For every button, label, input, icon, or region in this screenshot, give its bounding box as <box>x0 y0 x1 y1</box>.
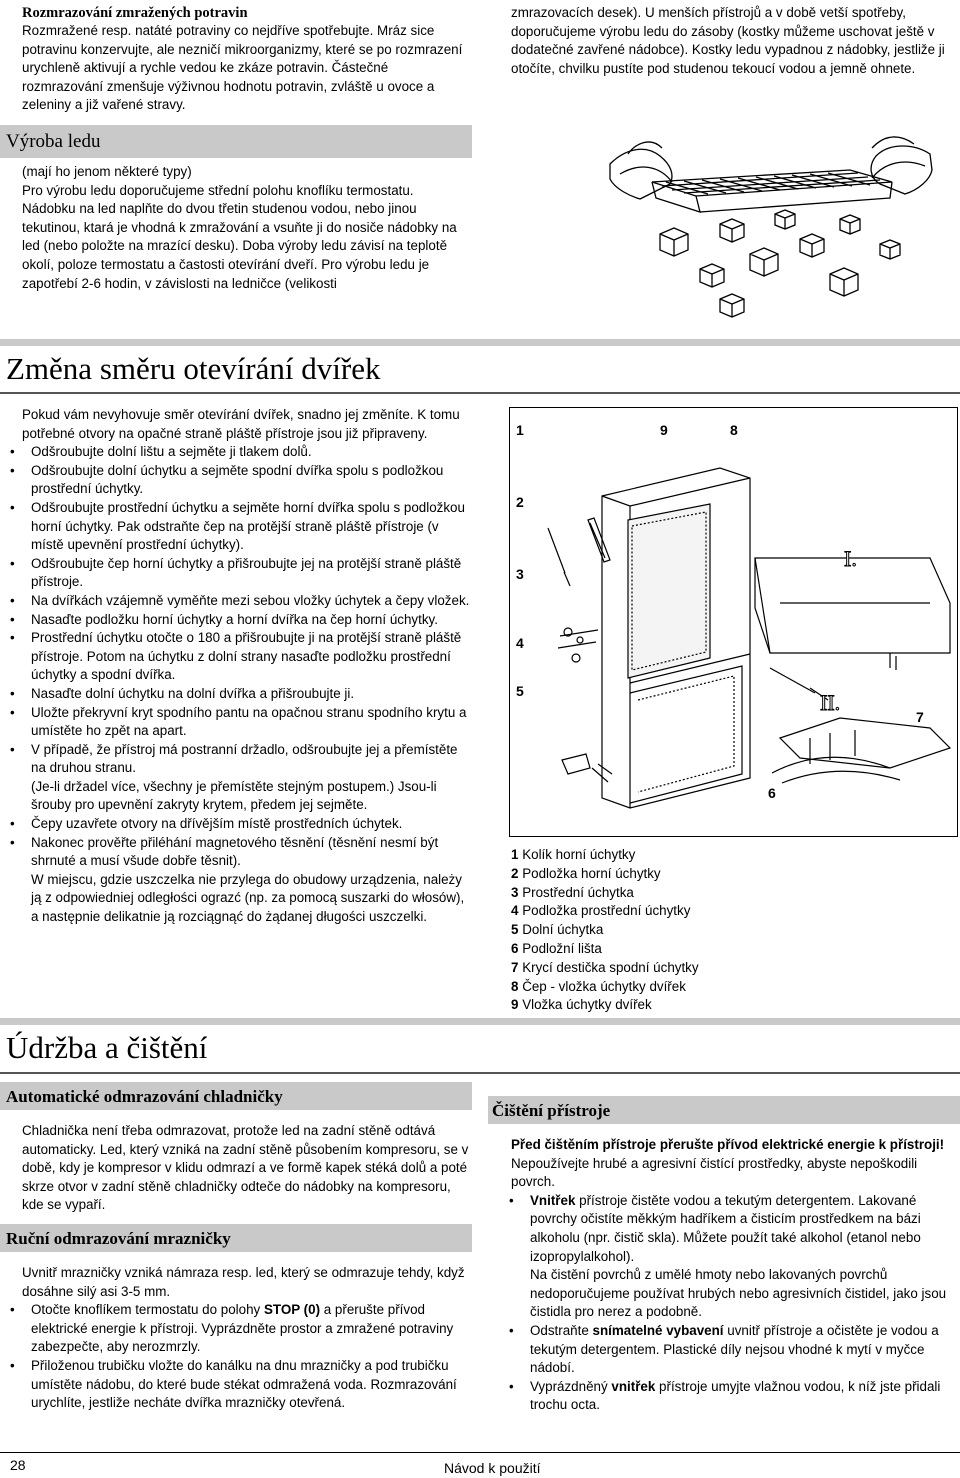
auto-defrost-text: Chladnička není třeba odmrazovat, protože led na zadní stěně odtává automaticky. Led, který vzniká na zadní stěně působením kompresoru, se v době, kdy je kompresor v klidu odmrazí a ve formě kapek stéká dolů a poté skrze otvor v zadní stěně chladničky odteče do nádobky na kompresoru, kde se vypaří. <box>22 1123 469 1213</box>
door-step: • Odšroubujte dolní úchytku a sejměte spodní dvířka spolu s podložkou prostřední úchytky. <box>0 462 470 499</box>
cleaning-heading: Čištění přístroje <box>492 1101 611 1120</box>
door-step: • V případě, že přístroj má postranní držadlo, odšroubujte jej a přemístěte na druhou stranu. <box>0 741 470 778</box>
ice-section-left <box>22 163 470 293</box>
door-intro: Pokud vám nevyhovuje směr otevírání dvířek, snadno jej změníte. K tomu potřebné otvory na opačné straně pláště přístroje jsou již připraveny. <box>22 407 460 441</box>
maintenance-heading-rule-top <box>0 1018 960 1025</box>
figure-label: 7 <box>916 709 924 725</box>
cleaning-step: • Odstraňte snímatelné vybavení uvnitř přístroje a očistěte je vodou a tekutým detergentem. Plastické díly nejsou vhodné k mytí v myčce nádobí. <box>499 1322 951 1378</box>
manual-defrost-section <box>22 1264 470 1413</box>
door-step: • Čepy uzavřete otvory na dřívějším místě prostředních úchytek. <box>0 815 470 834</box>
maintenance-heading-rule-bottom <box>0 1072 960 1074</box>
door-step: • Uložte překryvní kryt spodního pantu na opačnou stranu spodního krytu a umístěte ho zpět na apart. <box>0 704 470 741</box>
auto-defrost-heading: Automatické odmrazování chladničky <box>6 1087 283 1106</box>
door-polish-note: W miejscu, gdzie uszczelka nie przylega do obudowy urządzenia, należy ją z odpowiedniej odległości ograzć (np. za pomocą suszarki do włosów), a następnie delikatnie ją rozciągnąć do żądanej długości uszczelki. <box>31 871 465 925</box>
ice-heading: Výroba ledu <box>6 131 101 152</box>
door-step: • Odšroubujte dolní lištu a sejměte ji tlakem dolů. <box>0 443 470 462</box>
legend-item: 5 Dolní úchytka <box>511 922 604 938</box>
manual-defrost-intro: Uvnitř mrazničky vzniká námraza resp. led, který se odmrazuje tehdy, když dosáhne silý asi 3-5 mm. <box>22 1265 465 1299</box>
cleaning-step: • Vnitřek přístroje čistěte vodou a tekutým detergentem. Lakované povrchy očistíte měkkým hadříkem a čisticím prostředkem na bázi alkoholu (npr. čistič skla). Můžete použít také alkohol (etanol nebo izopropylalkohol). <box>499 1192 951 1266</box>
figure-label: 5 <box>516 683 524 699</box>
ice-note: (mají ho jenom některé typy) <box>22 164 192 179</box>
footer-title: Návod k použití <box>444 1460 541 1476</box>
door-instructions <box>22 406 470 927</box>
ice-tray-drawing <box>600 104 940 326</box>
cleaning-intro: Před čištěním přístroje přerušte přívod elektrické energie k přístroji! Nepoužívejte hrubé a agresivní čistící prostředky, abyste nepoškodili povrch. <box>511 1137 945 1190</box>
legend-item: 2 Podložka horní úchytky <box>511 865 661 881</box>
door-step: • Odšroubujte čep horní úchytky a přišroubujte jej na protější straně pláště přístroje. <box>0 555 470 592</box>
maintenance-heading: Údržba a čištění <box>6 1030 208 1065</box>
door-diagram <box>509 407 958 837</box>
detail-mark-two: II. <box>820 690 841 715</box>
door-heading-rule-bottom <box>0 392 960 394</box>
door-diagram-drawing <box>510 408 957 836</box>
legend-item: 8 Čep - vložka úchytky dvířek <box>511 978 686 994</box>
figure-label: 9 <box>660 422 668 438</box>
door-step: • Prostřední úchytku otočte o 180 a přišroubujte ji na protější straně pláště přístroje. Potom na úchytku z dolní strany nasaďte podložku prostřední úchytky a spodní dvířka. <box>0 629 470 685</box>
door-step: • Na dvířkách vzájemně vyměňte mezi sebou vložky úchytek a čepy vložek. <box>0 592 470 611</box>
defrost-heading: Rozmrazování zmražených potravin <box>22 5 248 21</box>
cleaning-steps <box>499 1192 951 1415</box>
figure-label: 1 <box>516 422 524 438</box>
door-step-note: (Je-li držadel více, všechny je přemístěte stejným postupem.) Jsou-li šrouby pro upevnění zakryty krytem, předem jej sejměte. <box>31 778 437 813</box>
manual-defrost-step: • Otočte knoflíkem termostatu do polohy STOP (0) a přerušte přívod elektrické energie k přístroji. Vyprázdněte prostor a zmražené potraviny zabezpečte, aby nerozmrzly. <box>0 1301 470 1357</box>
manual-defrost-step: • Přiloženou trubičku vložte do kanálku na dnu mrazničky a pod trubičku umístěte nádobu, do které bude stékat odmražená voda. Rozmrazování urychlíte, jestliže necháte dvířka mrazničky otevřená. <box>0 1357 470 1413</box>
detail-mark-one: I. <box>844 546 857 571</box>
door-step: • Odšroubujte prostřední úchytku a sejměte horní dvířka spolu s podložkou horní úchytky. Pak odstraňte čep na protější straně pláště přístroje (v místě upevnění prostřední úchytky). <box>0 499 470 555</box>
door-step: • Nakonec prověřte přiléhání magnetového těsnění (těsnění nesmí být shrnuté a musí všude dobře těsnit). <box>0 834 470 871</box>
door-heading-rule-top <box>0 339 960 346</box>
ice-text: Pro výrobu ledu doporučujeme střední polohu knoflíku termostatu. Nádobku na led naplňte do dvou třetin studenou vodou, nebo jinou tekutinou, ktará je vhodná k zmražování a vsuňte ji do nosiče nádobky na led (nebo položte na mrazící desku). Doba výroby ledu závisí na teplotě okolí, poloze termostatu a častosti otevírání dveří. Pro výrobu ledu je zapotřebí 2-6 hodin, v závislosti na ledničce (velikosti <box>22 182 457 291</box>
legend-item: 4 Podložka prostřední úchytky <box>511 903 691 919</box>
door-legend <box>511 846 951 1015</box>
ice-section-right <box>511 4 951 78</box>
legend-item: 3 Prostřední úchytka <box>511 884 634 900</box>
door-step: • Nasaďte podložku horní úchytky a horní dvířka na čep horní úchytky. <box>0 611 470 630</box>
cleaning-step-note: Na čistění povrchů z umělé hmoty nebo lakovaných povrchů nedoporučujeme používat hrubých nebo agresivních čistidel, jako jsou čistidla pro nerez a podobně. <box>530 1267 947 1320</box>
legend-item: 9 Vložka úchytky dvířek <box>511 997 652 1013</box>
manual-defrost-steps <box>0 1301 470 1413</box>
door-steps <box>0 443 470 926</box>
legend-item: 6 Podložní lišta <box>511 940 602 956</box>
footer-rule <box>0 1452 960 1453</box>
door-heading: Změna směru otevírání dvířek <box>6 351 381 386</box>
figure-label: 2 <box>516 494 524 510</box>
defrost-section <box>22 4 470 115</box>
cleaning-step: • Vyprázdněný vnitřek přístroje umyjte vlažnou vodou, k níž jste přidali trochu octa. <box>499 1378 951 1415</box>
figure-label: 4 <box>516 635 524 651</box>
figure-label: 3 <box>516 566 524 582</box>
ice-tray-illustration <box>600 104 940 326</box>
door-step: • Nasaďte dolní úchytku na dolní dvířka a přišroubujte ji. <box>0 685 470 704</box>
defrost-text: Rozmražené resp. natáté potraviny co nejdříve spotřebujte. Mráz sice potravinu konzervujte, ale nezničí mikroorganizmy, které se po rozmrazení urychleně aktivují a rychle vedou ke zkáze potravin. Částečné rozmrazování zmenšuje výživnou hodnotu potravin, zvláště u ovoce a zeleniny a již vařené stravy. <box>22 23 463 113</box>
figure-label: 8 <box>730 422 738 438</box>
ice-text-continued: zmrazovacích desek). U menších přístrojů a v době vetší spotřeby, doporučujeme výrobu ledu do zásoby (kostky můžeme uschovat ještě v dodatečné zavřené nádobce). Kostky ledu vypadnou z nádobky, jestliže ji otočíte, chvilku pustíte pod studenou tekoucí vodou a jemně ohnete. <box>511 5 945 76</box>
figure-label: 6 <box>768 785 776 801</box>
cleaning-section <box>511 1136 951 1415</box>
manual-defrost-heading: Ruční odmrazování mrazničky <box>6 1229 231 1248</box>
page-number: 28 <box>10 1457 26 1473</box>
legend-item: 7 Krycí destička spodní úchytky <box>511 959 699 975</box>
legend-item: 1 Kolík horní úchytky <box>511 847 636 862</box>
